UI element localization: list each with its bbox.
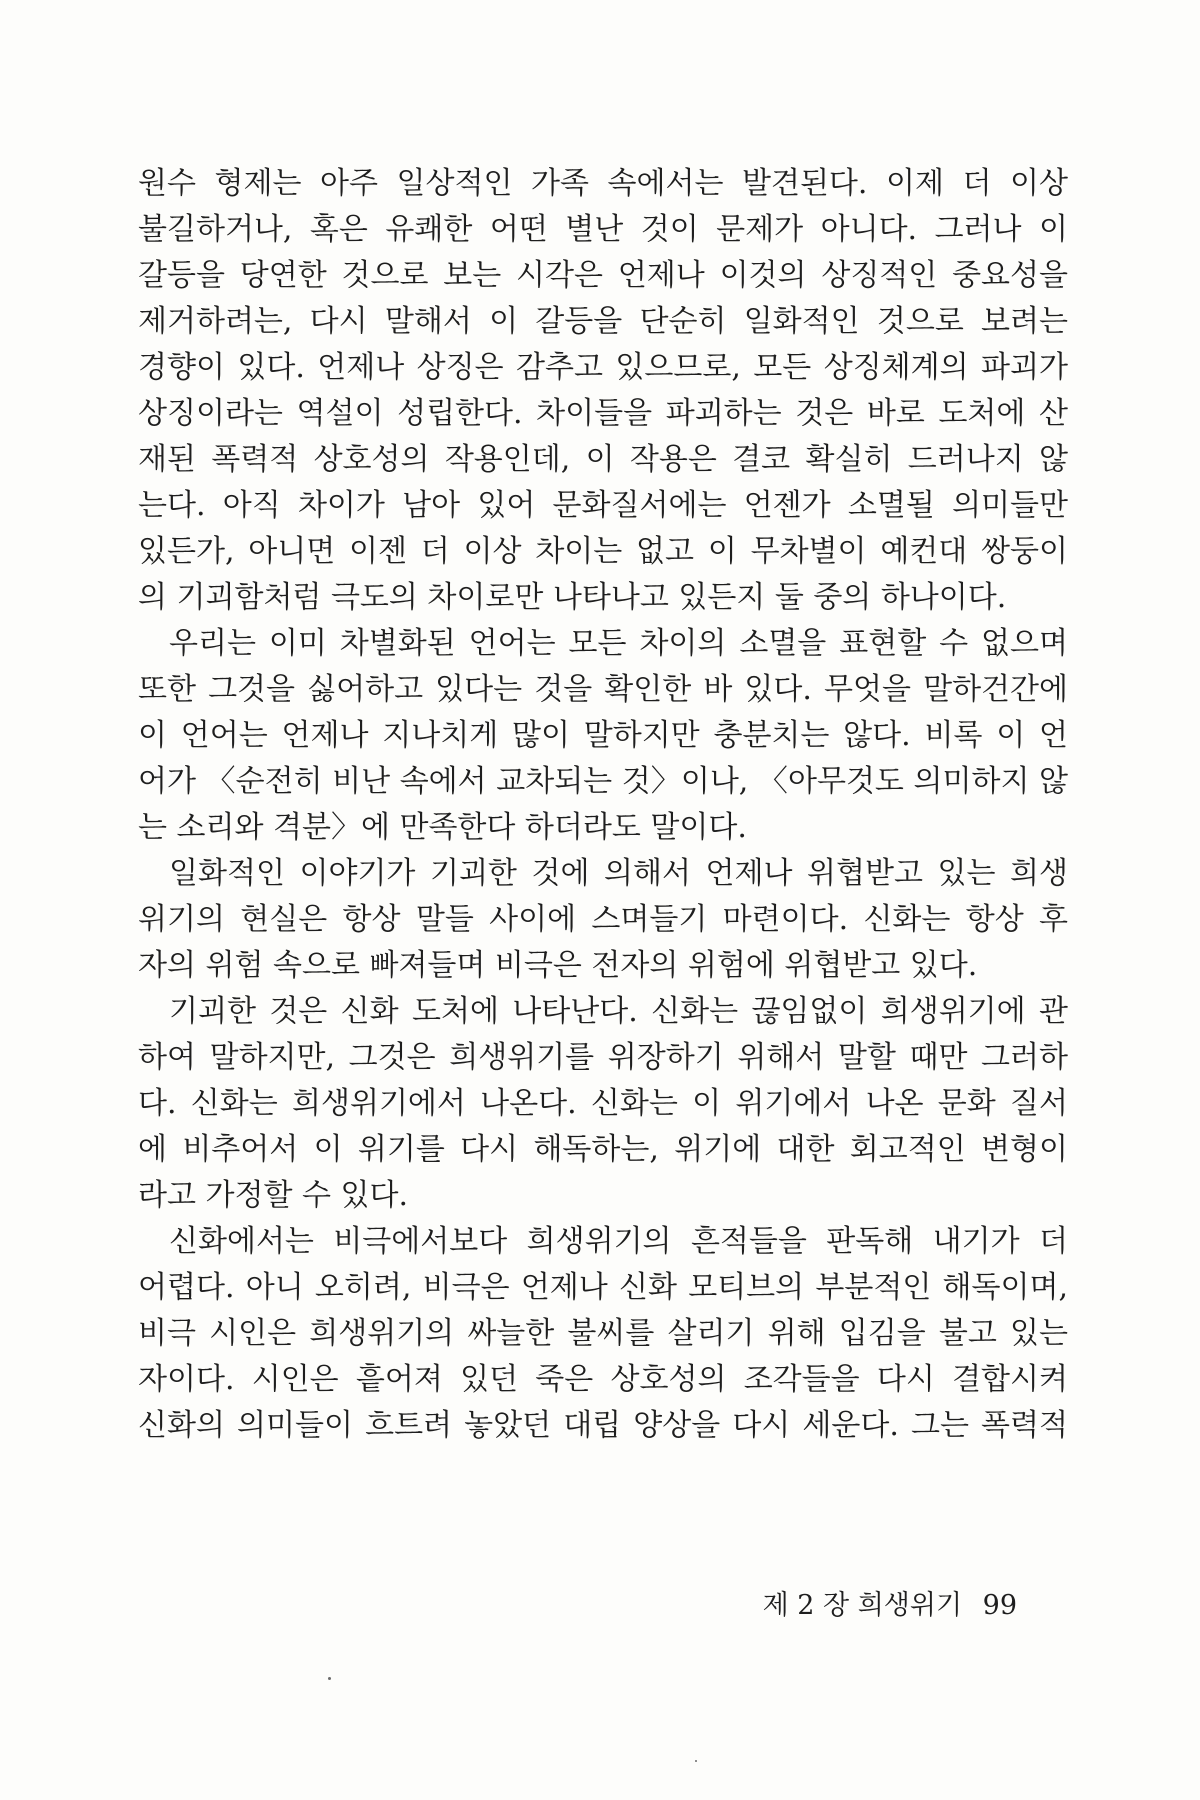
text-line: 경향이 있다. 언제나 상징은 감추고 있으므로, 모든 상징체계의 파괴가 bbox=[138, 350, 1068, 385]
text-line: 기괴한 것은 신화 도처에 나타난다. 신화는 끊임없이 희생위기에 관 bbox=[169, 994, 1068, 1029]
text-line: 신화에서는 비극에서보다 희생위기의 흔적들을 판독해 내기가 더 bbox=[169, 1224, 1068, 1259]
text-line: 제거하려는, 다시 말해서 이 갈등을 단순히 일화적인 것으로 보려는 bbox=[138, 304, 1068, 339]
text-line: 다. 신화는 희생위기에서 나온다. 신화는 이 위기에서 나온 문화 질서 bbox=[138, 1086, 1068, 1121]
paragraph bbox=[138, 851, 1068, 989]
text-line: 신화의 의미들이 흐트려 놓았던 대립 양상을 다시 세운다. 그는 폭력적 bbox=[138, 1408, 1068, 1443]
text-line: 원수 형제는 아주 일상적인 가족 속에서는 발견된다. 이제 더 이상 bbox=[138, 166, 1068, 201]
text-line: 불길하거나, 혹은 유쾌한 어떤 별난 것이 문제가 아니다. 그러나 이 bbox=[138, 212, 1068, 247]
text-line: 일화적인 이야기가 기괴한 것에 의해서 언제나 위협받고 있는 희생 bbox=[169, 856, 1068, 891]
text-line: 자의 위험 속으로 빠져들며 비극은 전자의 위험에 위협받고 있다. bbox=[138, 948, 978, 983]
text-line: 우리는 이미 차별화된 언어는 모든 차이의 소멸을 표현할 수 없으며 bbox=[169, 626, 1068, 661]
body-text bbox=[138, 161, 1068, 1449]
text-line: 자이다. 시인은 흩어져 있던 죽은 상호성의 조각들을 다시 결합시켜 bbox=[138, 1362, 1068, 1397]
text-line: 갈등을 당연한 것으로 보는 시각은 언제나 이것의 상징적인 중요성을 bbox=[138, 258, 1068, 293]
text-line: 는 소리와 격분〉에 만족한다 하더라도 말이다. bbox=[138, 810, 747, 845]
paragraph bbox=[138, 1219, 1068, 1449]
text-line: 있든가, 아니면 이젠 더 이상 차이는 없고 이 무차별이 예컨대 쌍둥이 bbox=[138, 534, 1068, 569]
text-line: 위기의 현실은 항상 말들 사이에 스며들기 마련이다. 신화는 항상 후 bbox=[138, 902, 1068, 937]
scan-speck bbox=[328, 1677, 331, 1680]
chapter-label: 제 2 장 희생위기 bbox=[762, 1590, 963, 1621]
text-line: 상징이라는 역설이 성립한다. 차이들을 파괴하는 것은 바로 도처에 산 bbox=[138, 396, 1068, 431]
text-line: 는다. 아직 차이가 남아 있어 문화질서에는 언젠가 소멸될 의미들만 bbox=[138, 488, 1068, 523]
page-footer bbox=[763, 1583, 1017, 1622]
text-line: 어가 〈순전히 비난 속에서 교차되는 것〉이나, 〈아무것도 의미하지 않 bbox=[138, 764, 1068, 799]
text-line: 또한 그것을 싫어하고 있다는 것을 확인한 바 있다. 무엇을 말하건간에 bbox=[138, 672, 1068, 707]
text-line: 라고 가정할 수 있다. bbox=[138, 1178, 408, 1213]
scan-speck bbox=[695, 1760, 697, 1762]
paragraph bbox=[138, 989, 1068, 1219]
text-line: 비극 시인은 희생위기의 싸늘한 불씨를 살리기 위해 입김을 불고 있는 bbox=[138, 1316, 1068, 1351]
paragraph bbox=[138, 621, 1068, 851]
text-line: 하여 말하지만, 그것은 희생위기를 위장하기 위해서 말할 때만 그러하 bbox=[138, 1040, 1068, 1075]
text-line: 에 비추어서 이 위기를 다시 해독하는, 위기에 대한 회고적인 변형이 bbox=[138, 1132, 1068, 1167]
text-line: 이 언어는 언제나 지나치게 많이 말하지만 충분치는 않다. 비록 이 언 bbox=[138, 718, 1068, 753]
text-line: 재된 폭력적 상호성의 작용인데, 이 작용은 결코 확실히 드러나지 않 bbox=[138, 442, 1068, 477]
page-number: 99 bbox=[982, 1590, 1017, 1621]
text-line: 어렵다. 아니 오히려, 비극은 언제나 신화 모티브의 부분적인 해독이며, bbox=[138, 1270, 1068, 1305]
text-line: 의 기괴함처럼 극도의 차이로만 나타나고 있든지 둘 중의 하나이다. bbox=[138, 580, 1007, 615]
paragraph bbox=[138, 161, 1068, 621]
